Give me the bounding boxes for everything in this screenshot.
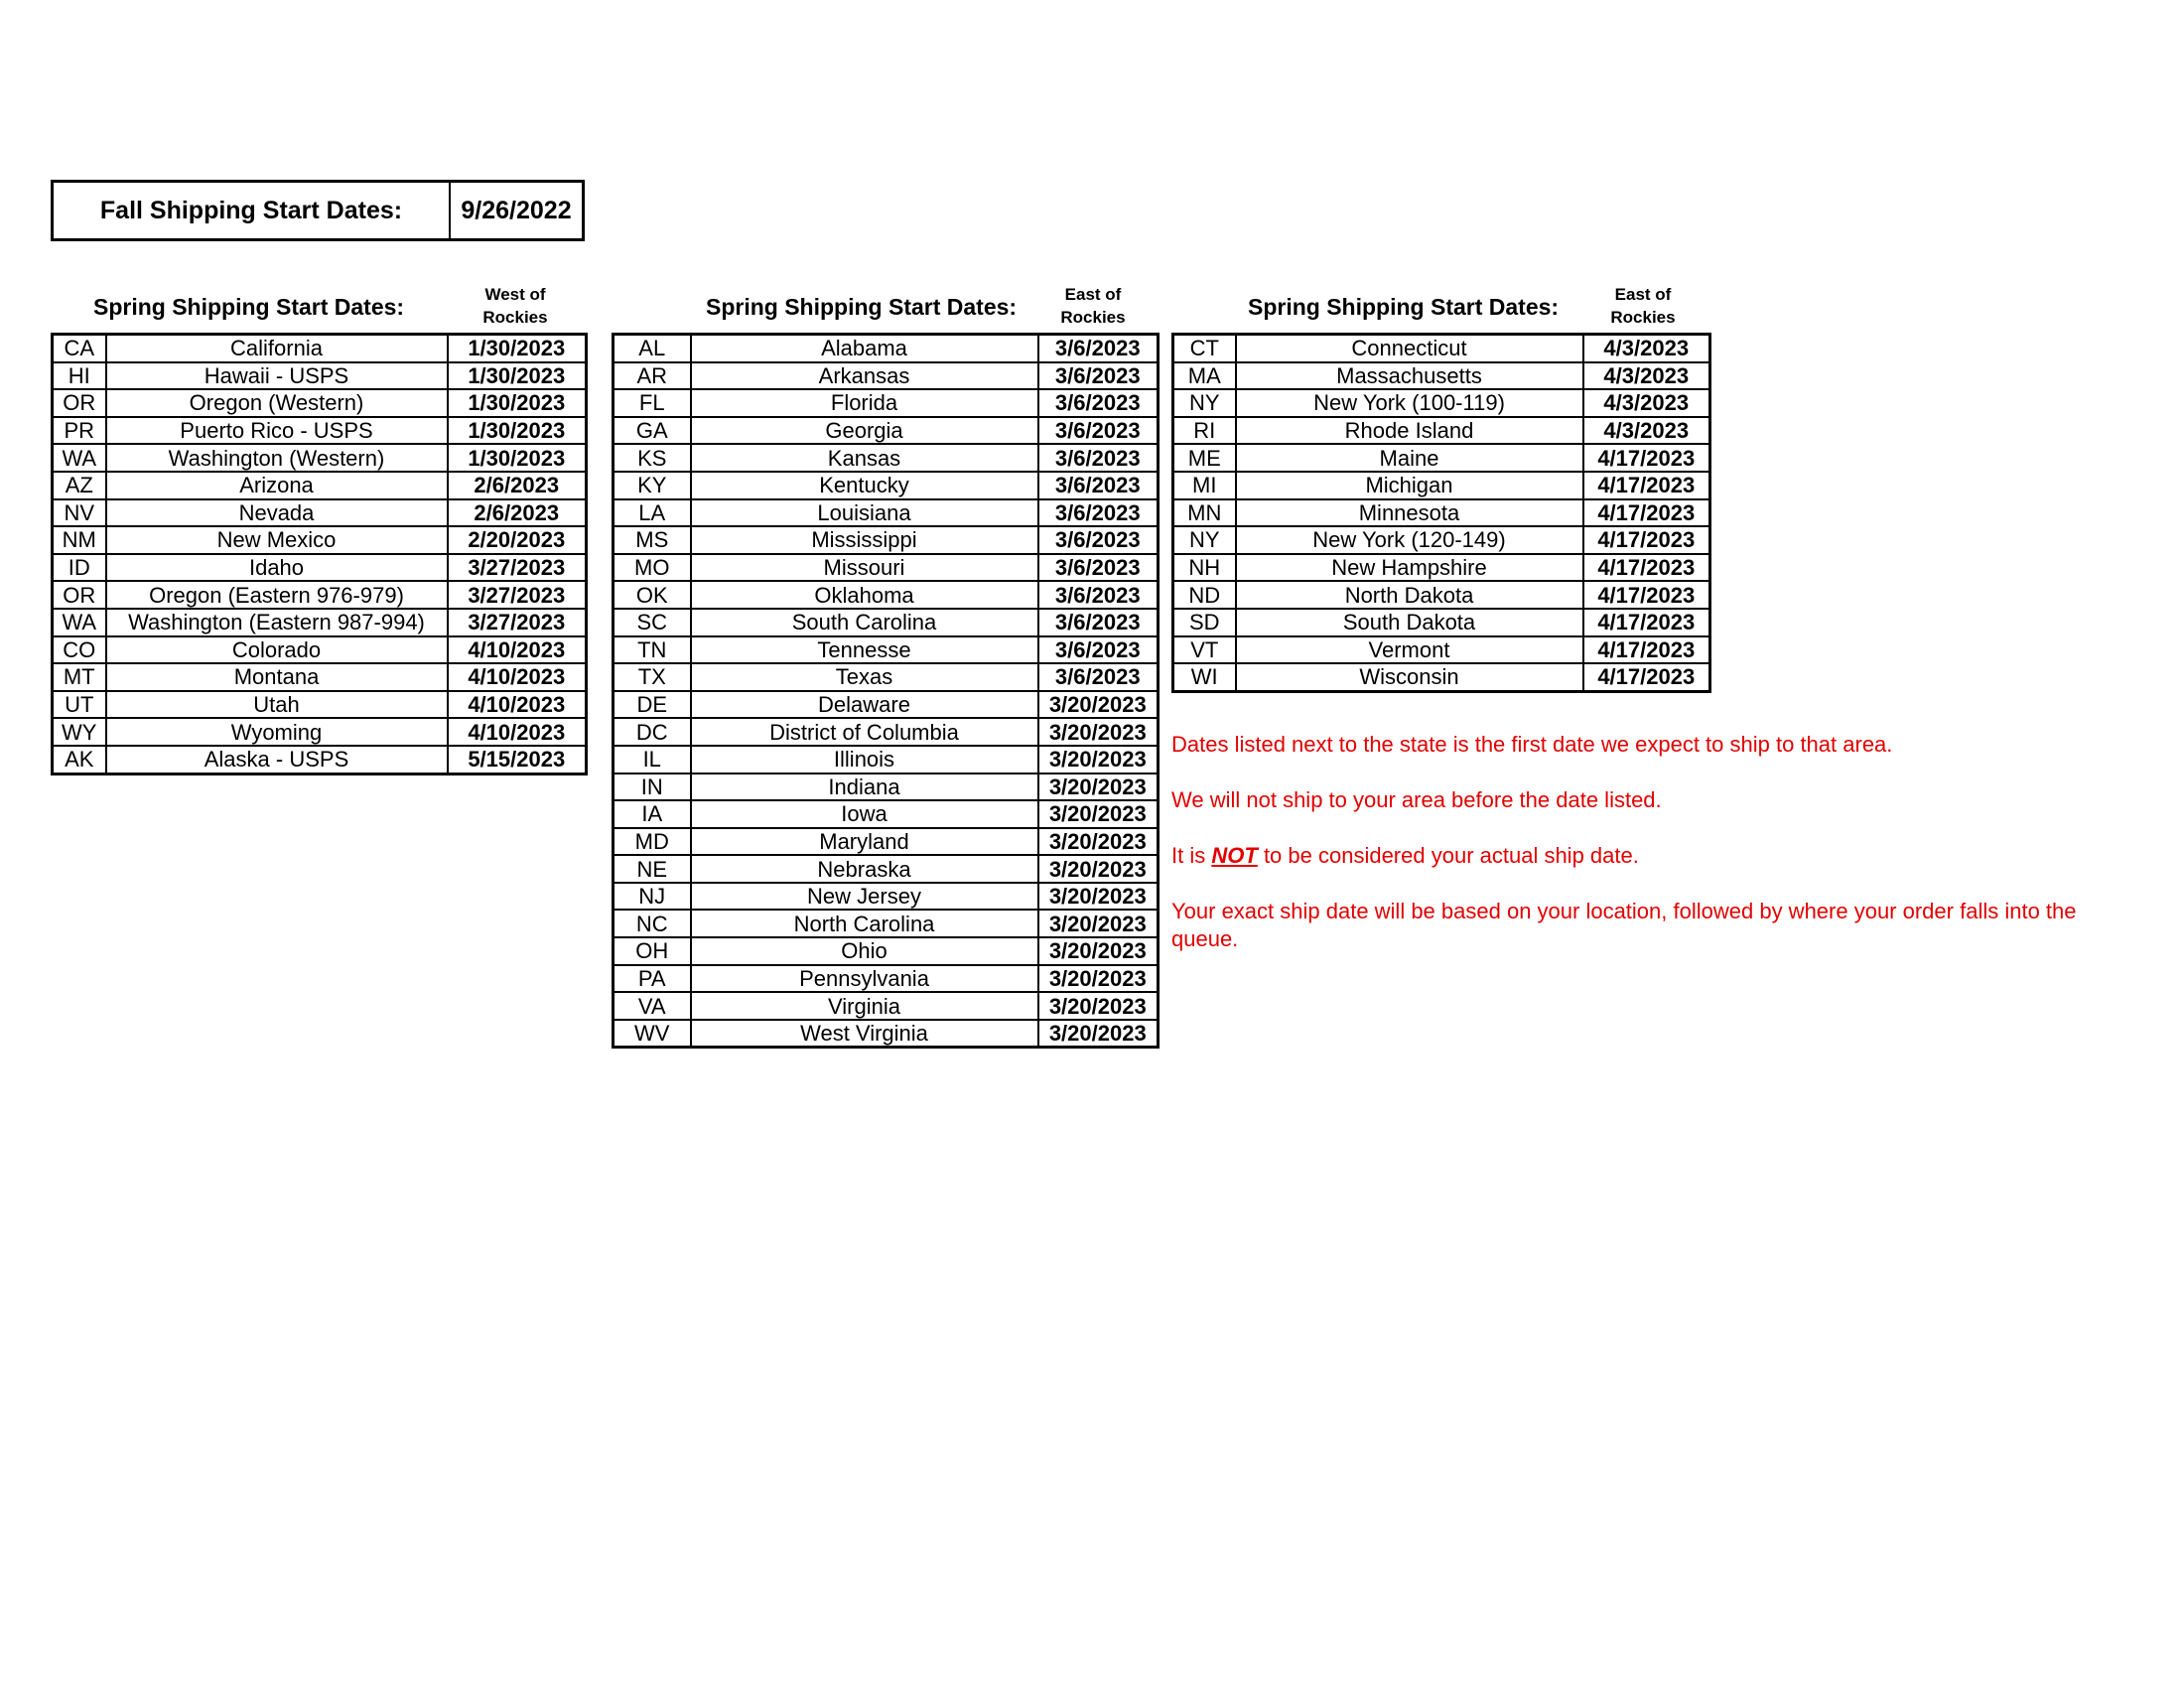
state-name: Louisiana (691, 499, 1038, 527)
state-code: AR (614, 362, 691, 390)
state-name: Minnesota (1236, 499, 1583, 527)
table-row (1173, 499, 1710, 527)
ship-date: 3/20/2023 (1038, 883, 1159, 911)
table-row (1173, 636, 1710, 664)
shipping-notes (1171, 731, 2105, 981)
ship-date: 3/6/2023 (1038, 472, 1159, 499)
state-name: Connecticut (1236, 335, 1583, 362)
state-code: OR (53, 389, 106, 417)
ship-date: 3/6/2023 (1038, 417, 1159, 445)
state-name: Indiana (691, 774, 1038, 801)
ship-date: 4/3/2023 (1583, 362, 1710, 390)
state-code: TN (614, 636, 691, 664)
table-row (53, 746, 587, 774)
ship-date: 3/20/2023 (1038, 691, 1159, 719)
state-code: NJ (614, 883, 691, 911)
ship-date: 4/17/2023 (1583, 609, 1710, 636)
ship-date: 4/10/2023 (448, 663, 587, 691)
state-code: PR (53, 417, 106, 445)
state-name: West Virginia (691, 1020, 1038, 1048)
state-name: New York (120-149) (1236, 526, 1583, 554)
state-code: MT (53, 663, 106, 691)
state-code: TX (614, 663, 691, 691)
state-name: New Hampshire (1236, 554, 1583, 582)
state-name: Illinois (691, 746, 1038, 774)
ship-date: 3/6/2023 (1038, 581, 1159, 609)
state-name: Puerto Rico - USPS (106, 417, 448, 445)
table-row (614, 800, 1159, 828)
not-emphasis: NOT (1211, 843, 1258, 868)
table-row (53, 444, 587, 472)
state-name: New York (100-119) (1236, 389, 1583, 417)
table-row (614, 581, 1159, 609)
ship-date: 2/20/2023 (448, 526, 587, 554)
ship-date: 4/17/2023 (1583, 663, 1710, 691)
state-name: Oregon (Western) (106, 389, 448, 417)
table-row (1173, 581, 1710, 609)
state-name: Massachusetts (1236, 362, 1583, 390)
state-code: NC (614, 910, 691, 937)
table-row (53, 389, 587, 417)
table-row (614, 554, 1159, 582)
table-row (614, 417, 1159, 445)
table-row (614, 691, 1159, 719)
state-code: KY (614, 472, 691, 499)
ship-date: 2/6/2023 (448, 472, 587, 499)
ship-date: 4/17/2023 (1583, 526, 1710, 554)
table-row (53, 609, 587, 636)
state-name: Maryland (691, 828, 1038, 856)
state-code: WA (53, 444, 106, 472)
table-row (614, 609, 1159, 636)
state-code: IN (614, 774, 691, 801)
ship-date: 3/20/2023 (1038, 828, 1159, 856)
table-row (614, 1020, 1159, 1048)
ship-date: 3/20/2023 (1038, 800, 1159, 828)
state-name: Delaware (691, 691, 1038, 719)
state-code: AK (53, 746, 106, 774)
ship-date: 3/20/2023 (1038, 992, 1159, 1020)
table-row (614, 335, 1159, 362)
state-code: ID (53, 554, 106, 582)
state-code: CO (53, 636, 106, 664)
state-name: Arkansas (691, 362, 1038, 390)
ship-date: 4/10/2023 (448, 718, 587, 746)
state-name: North Carolina (691, 910, 1038, 937)
state-code: MS (614, 526, 691, 554)
fall-shipping-box (51, 180, 585, 241)
ship-date: 4/17/2023 (1583, 554, 1710, 582)
table-row (53, 526, 587, 554)
section-west (51, 269, 588, 775)
table-row (1173, 472, 1710, 499)
state-code: DC (614, 718, 691, 746)
state-name: Tennesse (691, 636, 1038, 664)
state-code: IL (614, 746, 691, 774)
ship-date: 3/27/2023 (448, 581, 587, 609)
table-row (1173, 609, 1710, 636)
state-code: IA (614, 800, 691, 828)
table-row (614, 774, 1159, 801)
ship-date: 3/20/2023 (1038, 1020, 1159, 1048)
state-name: Iowa (691, 800, 1038, 828)
state-code: MI (1173, 472, 1236, 499)
section-east-2 (1171, 269, 1711, 693)
table-row (1173, 417, 1710, 445)
section-title: Spring Shipping Start Dates: (706, 294, 1018, 320)
ship-date: 1/30/2023 (448, 444, 587, 472)
ship-date: 3/6/2023 (1038, 609, 1159, 636)
state-name: South Dakota (1236, 609, 1583, 636)
state-name: Montana (106, 663, 448, 691)
region-label: West of Rockies (482, 285, 548, 327)
state-name: Vermont (1236, 636, 1583, 664)
state-name: Georgia (691, 417, 1038, 445)
state-code: NY (1173, 526, 1236, 554)
table-row (53, 417, 587, 445)
state-code: FL (614, 389, 691, 417)
ship-date: 3/6/2023 (1038, 362, 1159, 390)
ship-date: 3/20/2023 (1038, 910, 1159, 937)
state-name: Florida (691, 389, 1038, 417)
state-code: WA (53, 609, 106, 636)
state-code: CA (53, 335, 106, 362)
ship-date: 3/20/2023 (1038, 937, 1159, 965)
state-name: South Carolina (691, 609, 1038, 636)
note-not-actual: It is NOT to be considered your actual ship date. (1171, 843, 1639, 868)
ship-date: 4/10/2023 (448, 691, 587, 719)
state-name: Rhode Island (1236, 417, 1583, 445)
state-code: NY (1173, 389, 1236, 417)
table-row (614, 663, 1159, 691)
state-code: MD (614, 828, 691, 856)
table-row (614, 499, 1159, 527)
table-row (614, 910, 1159, 937)
table-row (53, 499, 587, 527)
state-code: OH (614, 937, 691, 965)
table-row (614, 526, 1159, 554)
state-code: NE (614, 855, 691, 883)
state-name: Utah (106, 691, 448, 719)
ship-date: 4/3/2023 (1583, 335, 1710, 362)
table-row (1173, 335, 1710, 362)
state-code: WI (1173, 663, 1236, 691)
state-name: North Dakota (1236, 581, 1583, 609)
state-name: Oregon (Eastern 976-979) (106, 581, 448, 609)
table-row (614, 472, 1159, 499)
state-code: MA (1173, 362, 1236, 390)
table-row (1173, 362, 1710, 390)
region-label: East of Rockies (1610, 285, 1676, 327)
state-code: SC (614, 609, 691, 636)
ship-date: 4/17/2023 (1583, 636, 1710, 664)
ship-date: 3/6/2023 (1038, 499, 1159, 527)
state-code: NH (1173, 554, 1236, 582)
table-row (1173, 389, 1710, 417)
ship-date: 4/3/2023 (1583, 417, 1710, 445)
table-row (614, 855, 1159, 883)
ship-date: 3/20/2023 (1038, 718, 1159, 746)
table-row (614, 746, 1159, 774)
state-code: RI (1173, 417, 1236, 445)
state-table-east-1 (612, 333, 1160, 1049)
state-name: Alaska - USPS (106, 746, 448, 774)
ship-date: 4/10/2023 (448, 636, 587, 664)
state-table-east-2 (1171, 333, 1711, 693)
state-name: Mississippi (691, 526, 1038, 554)
state-code: SD (1173, 609, 1236, 636)
state-name: Texas (691, 663, 1038, 691)
table-row (1173, 444, 1710, 472)
state-code: KS (614, 444, 691, 472)
state-name: New Jersey (691, 883, 1038, 911)
ship-date: 4/17/2023 (1583, 581, 1710, 609)
state-code: DE (614, 691, 691, 719)
note-not-before: We will not ship to your area before the date listed. (1171, 787, 1662, 812)
state-code: WY (53, 718, 106, 746)
state-name: Oklahoma (691, 581, 1038, 609)
table-row (53, 663, 587, 691)
table-row (53, 636, 587, 664)
state-name: Colorado (106, 636, 448, 664)
table-row (614, 718, 1159, 746)
ship-date: 3/6/2023 (1038, 636, 1159, 664)
state-code: PA (614, 965, 691, 993)
section-east-1 (612, 269, 1160, 1049)
ship-date: 1/30/2023 (448, 389, 587, 417)
table-row (53, 362, 587, 390)
ship-date: 3/20/2023 (1038, 965, 1159, 993)
table-row (614, 389, 1159, 417)
state-name: Ohio (691, 937, 1038, 965)
ship-date: 1/30/2023 (448, 417, 587, 445)
table-row (614, 444, 1159, 472)
table-row (53, 335, 587, 362)
ship-date: 3/20/2023 (1038, 746, 1159, 774)
ship-date: 4/17/2023 (1583, 444, 1710, 472)
ship-date: 3/20/2023 (1038, 855, 1159, 883)
ship-date: 3/6/2023 (1038, 444, 1159, 472)
state-name: Kentucky (691, 472, 1038, 499)
ship-date: 1/30/2023 (448, 335, 587, 362)
ship-date: 3/27/2023 (448, 554, 587, 582)
fall-shipping-label: Fall Shipping Start Dates: (54, 183, 451, 238)
state-code: ND (1173, 581, 1236, 609)
state-code: NV (53, 499, 106, 527)
state-name: Washington (Western) (106, 444, 448, 472)
table-row (1173, 526, 1710, 554)
state-name: Kansas (691, 444, 1038, 472)
region-label: East of Rockies (1060, 285, 1126, 327)
table-row (614, 937, 1159, 965)
table-row (614, 636, 1159, 664)
table-row (53, 718, 587, 746)
section-header (51, 269, 588, 333)
state-name: Michigan (1236, 472, 1583, 499)
section-title: Spring Shipping Start Dates: (93, 294, 405, 320)
note-first-date: Dates listed next to the state is the first date we expect to ship to that area. (1171, 732, 1893, 757)
state-name: District of Columbia (691, 718, 1038, 746)
ship-date: 4/17/2023 (1583, 472, 1710, 499)
state-code: ME (1173, 444, 1236, 472)
state-code: GA (614, 417, 691, 445)
table-row (1173, 663, 1710, 691)
state-name: Wisconsin (1236, 663, 1583, 691)
state-table-west (51, 333, 588, 775)
ship-date: 3/27/2023 (448, 609, 587, 636)
table-row (53, 554, 587, 582)
table-row (614, 362, 1159, 390)
state-code: WV (614, 1020, 691, 1048)
ship-date: 3/20/2023 (1038, 774, 1159, 801)
section-title: Spring Shipping Start Dates: (1248, 294, 1560, 320)
state-name: Nevada (106, 499, 448, 527)
state-name: Missouri (691, 554, 1038, 582)
state-name: Maine (1236, 444, 1583, 472)
ship-date: 4/3/2023 (1583, 389, 1710, 417)
state-name: Nebraska (691, 855, 1038, 883)
table-row (53, 581, 587, 609)
table-row (614, 883, 1159, 911)
state-code: AL (614, 335, 691, 362)
table-row (1173, 554, 1710, 582)
state-name: Washington (Eastern 987-994) (106, 609, 448, 636)
ship-date: 2/6/2023 (448, 499, 587, 527)
ship-date: 1/30/2023 (448, 362, 587, 390)
state-name: California (106, 335, 448, 362)
ship-date: 5/15/2023 (448, 746, 587, 774)
state-code: LA (614, 499, 691, 527)
table-row (614, 992, 1159, 1020)
state-code: MO (614, 554, 691, 582)
state-code: OR (53, 581, 106, 609)
state-code: OK (614, 581, 691, 609)
state-name: Hawaii - USPS (106, 362, 448, 390)
state-code: UT (53, 691, 106, 719)
fall-shipping-date: 9/26/2022 (461, 196, 572, 224)
table-row (53, 472, 587, 499)
table-row (614, 828, 1159, 856)
state-name: Wyoming (106, 718, 448, 746)
state-name: New Mexico (106, 526, 448, 554)
table-row (53, 691, 587, 719)
state-code: HI (53, 362, 106, 390)
state-code: NM (53, 526, 106, 554)
state-name: Pennsylvania (691, 965, 1038, 993)
section-header (612, 269, 1160, 333)
state-code: MN (1173, 499, 1236, 527)
ship-date: 3/6/2023 (1038, 335, 1159, 362)
table-row (614, 965, 1159, 993)
ship-date: 3/6/2023 (1038, 663, 1159, 691)
state-code: CT (1173, 335, 1236, 362)
note-exact-date: Your exact ship date will be based on your location, followed by where your order falls into the queue. (1171, 899, 2077, 951)
state-code: AZ (53, 472, 106, 499)
state-code: VT (1173, 636, 1236, 664)
ship-date: 3/6/2023 (1038, 526, 1159, 554)
state-name: Idaho (106, 554, 448, 582)
section-header (1171, 269, 1711, 333)
ship-date: 3/6/2023 (1038, 554, 1159, 582)
state-name: Alabama (691, 335, 1038, 362)
ship-date: 4/17/2023 (1583, 499, 1710, 527)
state-name: Virginia (691, 992, 1038, 1020)
ship-date: 3/6/2023 (1038, 389, 1159, 417)
state-name: Arizona (106, 472, 448, 499)
state-code: VA (614, 992, 691, 1020)
